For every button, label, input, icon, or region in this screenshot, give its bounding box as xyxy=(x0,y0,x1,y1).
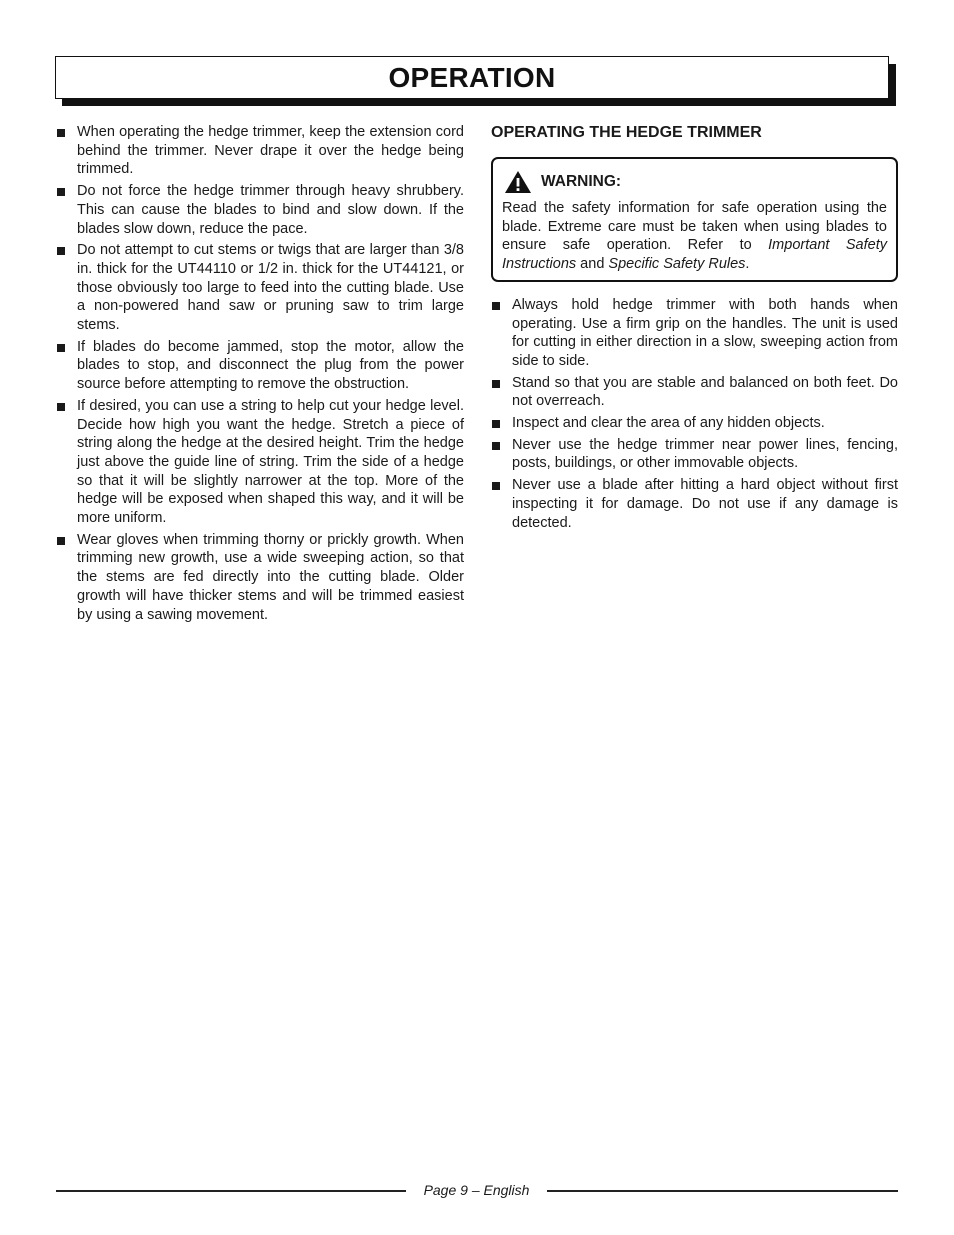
warning-ref-safety-rules: Specific Safety Rules xyxy=(608,256,746,273)
list-item: Always hold hedge trimmer with both hands when operating. Use a firm grip on the handles. The unit is used for cutting in either direction in a slow, sweeping action from side to side. xyxy=(491,296,898,371)
warning-text-middle: and xyxy=(576,256,609,273)
page-number: Page 9 – English xyxy=(423,1182,530,1198)
list-item: Stand so that you are stable and balanced on both feet. Do not overreach. xyxy=(491,374,898,411)
list-item: When operating the hedge trimmer, keep the extension cord behind the trimmer. Never drape it over the hedge being trimmed. xyxy=(56,123,464,179)
warning-text-before: Read the safety information for safe operation using the blade. Extreme care must be taken when using blades to ensure safe operation. Refer to xyxy=(502,200,887,254)
list-item: Inspect and clear the area of any hidden objects. xyxy=(491,414,898,433)
section-heading: OPERATING THE HEDGE TRIMMER xyxy=(491,124,762,141)
list-item: Do not attempt to cut stems or twigs that are larger than 3/8 in. thick for the UT44110 or 1/2 in. thick for the UT44121, or those obviously too large to feed into the cutting blade. Use a non-powered hand saw or pruning saw to trim large stems. xyxy=(56,241,464,335)
warning-ref-safety-instructions: Important Safety Instructions xyxy=(502,237,887,273)
right-column xyxy=(491,123,898,535)
left-column xyxy=(56,123,464,627)
list-item: Do not force the hedge trimmer through heavy shrubbery. This can cause the blades to bind and slow down. If the blades slow down, reduce the pace. xyxy=(56,182,464,238)
warning-text-after: . xyxy=(745,256,750,273)
page-title: OPERATION xyxy=(388,61,556,93)
list-item: Never use the hedge trimmer near power lines, fencing, posts, buildings, or other immovable objects. xyxy=(491,436,898,473)
list-item: If blades do become jammed, stop the motor, allow the blades to stop, and disconnect the plug from the power source before attempting to remove the obstruction. xyxy=(56,338,464,394)
warning-label: WARNING: xyxy=(541,172,622,190)
list-item: Wear gloves when trimming thorny or prickly growth. When trimming new growth, use a wide sweeping action, so that the stems are fed directly into the cutting blade. Older growth will have thicker stems and will be trimmed easiest by using a sawing movement. xyxy=(56,531,464,625)
warning-text xyxy=(502,199,887,274)
footer-rule-left xyxy=(56,1190,406,1192)
left-bullet-list xyxy=(56,123,464,624)
right-bullet-list xyxy=(491,296,898,532)
list-item: Never use a blade after hitting a hard object without first inspecting it for damage. Do not use if any damage is detected. xyxy=(491,476,898,532)
list-item: If desired, you can use a string to help cut your hedge level. Decide how high you want the hedge. Stretch a piece of string along the hedge at the desired height. Trim the hedge just above the guide line of string. Trim the side of a hedge so that it will be slightly narrower at the top. More of the hedge will be exposed when shaped this way, and it will be more uniform. xyxy=(56,397,464,528)
title-banner xyxy=(55,56,889,99)
warning-header xyxy=(502,170,887,194)
warning-triangle-icon xyxy=(504,170,532,194)
footer-rule-right xyxy=(547,1190,898,1192)
warning-box xyxy=(491,157,898,282)
